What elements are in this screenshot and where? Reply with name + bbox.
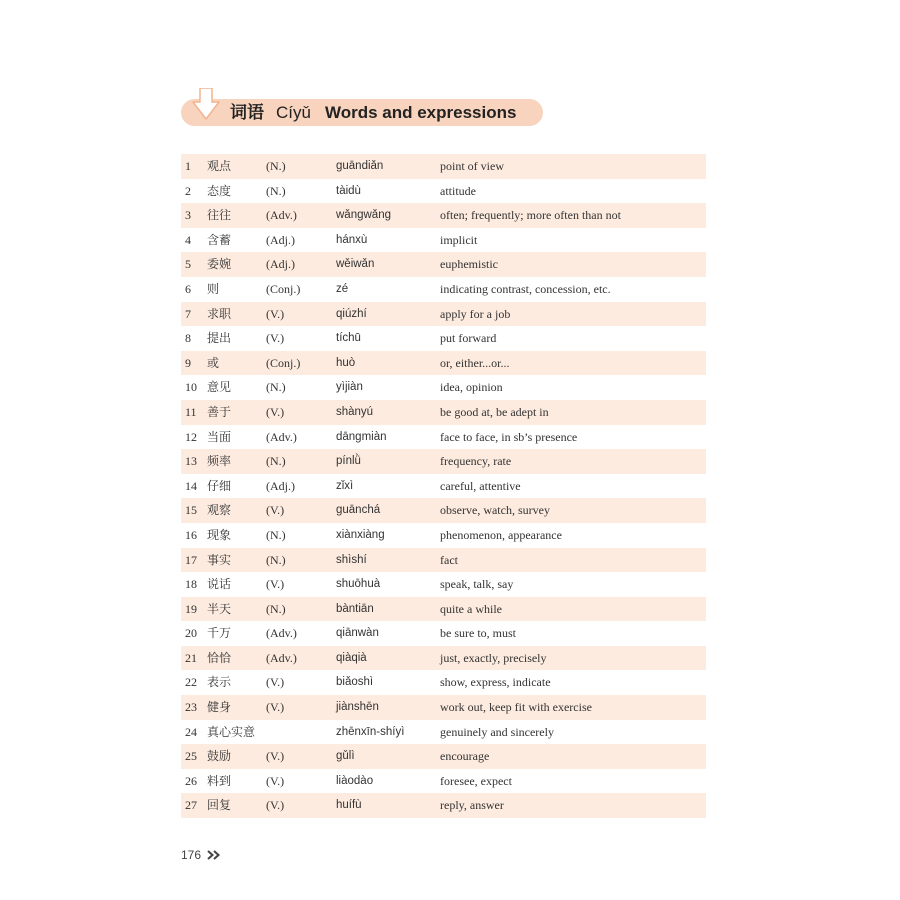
vocab-part-of-speech: (V.): [266, 306, 285, 321]
vocab-word: 态度: [207, 183, 232, 198]
vocab-meaning: face to face, in sb’s presence: [440, 429, 578, 444]
vocab-number: 18: [185, 577, 197, 592]
vocab-word: 或: [207, 355, 220, 370]
vocab-pinyin: shìshí: [336, 553, 367, 566]
vocab-pinyin: zhēnxīn-shíyì: [336, 725, 405, 738]
vocab-word: 观察: [207, 503, 232, 518]
vocab-row: [181, 351, 706, 376]
vocab-meaning: foresee, expect: [440, 773, 512, 788]
vocab-number: 6: [185, 281, 191, 296]
vocab-row: [181, 621, 706, 646]
vocab-meaning: attitude: [440, 183, 476, 198]
vocab-row: [181, 769, 706, 794]
vocab-pinyin: biǎoshì: [336, 676, 374, 689]
vocab-number: 21: [185, 650, 197, 665]
vocab-part-of-speech: (V.): [266, 404, 285, 419]
vocab-meaning: be sure to, must: [440, 626, 516, 641]
vocab-row: [181, 375, 706, 400]
vocab-meaning: work out, keep fit with exercise: [440, 700, 592, 715]
vocab-number: 19: [185, 601, 197, 616]
vocab-part-of-speech: (Conj.): [266, 355, 301, 370]
vocab-meaning: encourage: [440, 749, 490, 764]
vocab-row: [181, 793, 706, 818]
vocab-meaning: reply, answer: [440, 798, 504, 813]
vocab-number: 24: [185, 724, 197, 739]
vocab-pinyin: zǐxì: [336, 479, 354, 492]
vocab-part-of-speech: (N.): [266, 380, 286, 395]
vocab-meaning: be good at, be adept in: [440, 404, 549, 419]
vocab-word: 观点: [207, 159, 232, 173]
vocab-pinyin: huò: [336, 356, 356, 369]
vocab-part-of-speech: (V.): [266, 749, 285, 764]
vocab-row: [181, 548, 706, 573]
vocab-pinyin: shuōhuà: [336, 578, 381, 591]
vocab-row: [181, 425, 706, 450]
vocab-row: [181, 498, 706, 523]
vocab-pinyin: qiānwàn: [336, 627, 379, 640]
vocabulary-list: [181, 154, 706, 818]
vocab-row: [181, 203, 706, 228]
vocab-row: [181, 228, 706, 253]
vocab-word: 健身: [207, 700, 232, 715]
vocab-word: 真心实意: [207, 724, 256, 739]
vocab-pinyin: dāngmiàn: [336, 430, 387, 443]
double-chevron-right-icon: [207, 850, 223, 860]
vocab-number: 17: [185, 552, 197, 567]
vocab-pinyin: shànyú: [336, 405, 374, 418]
vocab-pinyin: tíchū: [336, 332, 361, 345]
vocab-meaning: apply for a job: [440, 306, 511, 321]
vocab-word: 求职: [207, 306, 232, 321]
vocab-pinyin: yìjiàn: [336, 381, 363, 394]
vocab-part-of-speech: (N.): [266, 183, 286, 198]
vocab-number: 20: [185, 626, 197, 641]
vocab-part-of-speech: (V.): [266, 675, 285, 690]
vocab-number: 1: [185, 159, 191, 173]
section-title-zh: 词语: [230, 103, 264, 122]
vocab-number: 4: [185, 232, 191, 247]
vocab-part-of-speech: (Adj.): [266, 478, 295, 493]
vocab-part-of-speech: (Adv.): [266, 429, 297, 444]
vocab-meaning: fact: [440, 552, 458, 567]
vocab-word: 事实: [207, 552, 232, 567]
vocab-number: 27: [185, 798, 197, 813]
vocab-row: [181, 670, 706, 695]
vocab-row: [181, 523, 706, 548]
vocab-pinyin: wěiwǎn: [336, 258, 375, 271]
vocab-pinyin: xiànxiàng: [336, 528, 385, 541]
vocab-word: 半天: [207, 601, 232, 616]
vocab-pinyin: huífù: [336, 799, 362, 812]
vocab-part-of-speech: (Adv.): [266, 626, 297, 641]
vocab-part-of-speech: (Conj.): [266, 281, 301, 296]
vocab-number: 7: [185, 306, 191, 321]
vocab-row: [181, 572, 706, 597]
vocab-number: 26: [185, 773, 197, 788]
vocab-meaning: point of view: [440, 159, 504, 173]
section-title-pinyin: Cíyǔ: [276, 103, 311, 122]
vocab-word: 仔细: [207, 478, 232, 493]
vocab-pinyin: tàidù: [336, 184, 361, 197]
section-heading: [181, 99, 543, 126]
vocab-meaning: or, either...or...: [440, 355, 510, 370]
vocab-row: [181, 449, 706, 474]
vocab-pinyin: zé: [336, 282, 349, 295]
vocab-word: 表示: [207, 675, 232, 690]
vocab-number: 13: [185, 454, 197, 469]
vocab-meaning: observe, watch, survey: [440, 503, 550, 518]
vocab-row: [181, 400, 706, 425]
vocab-row: [181, 252, 706, 277]
vocab-word: 料到: [207, 773, 232, 788]
vocab-word: 则: [207, 281, 220, 296]
vocab-number: 12: [185, 429, 197, 444]
vocab-meaning: speak, talk, say: [440, 577, 514, 592]
vocab-number: 15: [185, 503, 197, 518]
vocab-word: 提出: [207, 331, 232, 346]
vocab-word: 当面: [207, 429, 232, 444]
vocab-number: 10: [185, 380, 197, 395]
section-title: [230, 100, 516, 126]
vocab-part-of-speech: (V.): [266, 577, 285, 592]
vocab-word: 往往: [207, 208, 232, 223]
vocab-meaning: show, express, indicate: [440, 675, 551, 690]
vocab-row: [181, 597, 706, 622]
vocab-meaning: quite a while: [440, 601, 502, 616]
vocab-meaning: idea, opinion: [440, 380, 503, 395]
vocab-part-of-speech: (V.): [266, 798, 285, 813]
vocab-part-of-speech: (N.): [266, 159, 286, 173]
vocab-word: 意见: [207, 380, 232, 395]
vocab-meaning: put forward: [440, 331, 497, 346]
vocab-meaning: genuinely and sincerely: [440, 724, 554, 739]
vocab-number: 23: [185, 700, 197, 715]
vocab-number: 5: [185, 257, 191, 272]
vocab-word: 含蓄: [207, 232, 232, 247]
vocab-meaning: careful, attentive: [440, 478, 521, 493]
vocab-word: 恰恰: [207, 650, 232, 665]
vocab-number: 16: [185, 527, 197, 542]
vocab-number: 3: [185, 208, 191, 223]
vocab-part-of-speech: (N.): [266, 527, 286, 542]
vocab-row: [181, 154, 706, 179]
vocab-part-of-speech: (V.): [266, 773, 285, 788]
vocab-part-of-speech: (Adv.): [266, 208, 297, 223]
vocab-pinyin: pínlǜ: [336, 455, 361, 468]
vocab-meaning: just, exactly, precisely: [440, 650, 547, 665]
vocab-part-of-speech: (V.): [266, 331, 285, 346]
vocab-row: [181, 744, 706, 769]
vocab-row: [181, 179, 706, 204]
vocab-number: 9: [185, 355, 191, 370]
vocab-word: 善于: [207, 404, 232, 419]
vocab-number: 14: [185, 478, 197, 493]
vocab-word: 千万: [207, 626, 232, 641]
vocab-word: 鼓励: [207, 749, 232, 764]
vocab-word: 回复: [207, 798, 232, 813]
vocab-meaning: indicating contrast, concession, etc.: [440, 281, 611, 296]
vocab-part-of-speech: (Adv.): [266, 650, 297, 665]
vocab-row: [181, 326, 706, 351]
vocab-number: 2: [185, 183, 191, 198]
vocab-part-of-speech: (N.): [266, 552, 286, 567]
vocab-row: [181, 720, 706, 745]
section-title-en: Words and expressions: [324, 103, 517, 122]
vocab-row: [181, 277, 706, 302]
vocab-number: 8: [185, 331, 191, 346]
vocab-number: 25: [185, 749, 197, 764]
vocab-part-of-speech: (N.): [266, 601, 286, 616]
vocab-row: [181, 474, 706, 499]
vocab-pinyin: qiúzhí: [336, 307, 367, 320]
vocab-pinyin: jiànshēn: [336, 701, 379, 714]
vocab-part-of-speech: (V.): [266, 700, 285, 715]
vocab-pinyin: gǔlì: [336, 750, 355, 763]
vocab-meaning: euphemistic: [440, 257, 498, 272]
vocab-row: [181, 302, 706, 327]
vocab-part-of-speech: (N.): [266, 454, 286, 469]
vocab-word: 现象: [207, 527, 232, 542]
vocab-part-of-speech: (Adj.): [266, 257, 295, 272]
vocab-row: [181, 695, 706, 720]
vocab-word: 说话: [207, 577, 232, 592]
vocab-part-of-speech: (V.): [266, 503, 285, 518]
vocab-part-of-speech: (Adj.): [266, 232, 295, 247]
page-footer: [181, 848, 223, 862]
down-arrow-icon: [191, 88, 221, 122]
vocab-pinyin: hánxù: [336, 233, 368, 246]
vocab-pinyin: wǎngwǎng: [336, 209, 391, 222]
vocab-pinyin: guānchá: [336, 504, 381, 517]
vocab-meaning: often; frequently; more often than not: [440, 208, 621, 223]
page-number: 176: [181, 848, 202, 862]
vocab-pinyin: qiàqià: [336, 651, 367, 664]
vocab-pinyin: bàntiān: [336, 602, 374, 615]
vocab-number: 11: [185, 404, 197, 419]
vocab-meaning: phenomenon, appearance: [440, 527, 562, 542]
vocab-word: 频率: [207, 454, 232, 469]
vocab-meaning: frequency, rate: [440, 454, 512, 469]
vocab-meaning: implicit: [440, 232, 478, 247]
vocab-row: [181, 646, 706, 671]
vocab-pinyin: liàodào: [336, 774, 374, 787]
vocab-word: 委婉: [207, 257, 232, 272]
vocab-number: 22: [185, 675, 197, 690]
vocab-pinyin: guāndiǎn: [336, 160, 384, 172]
